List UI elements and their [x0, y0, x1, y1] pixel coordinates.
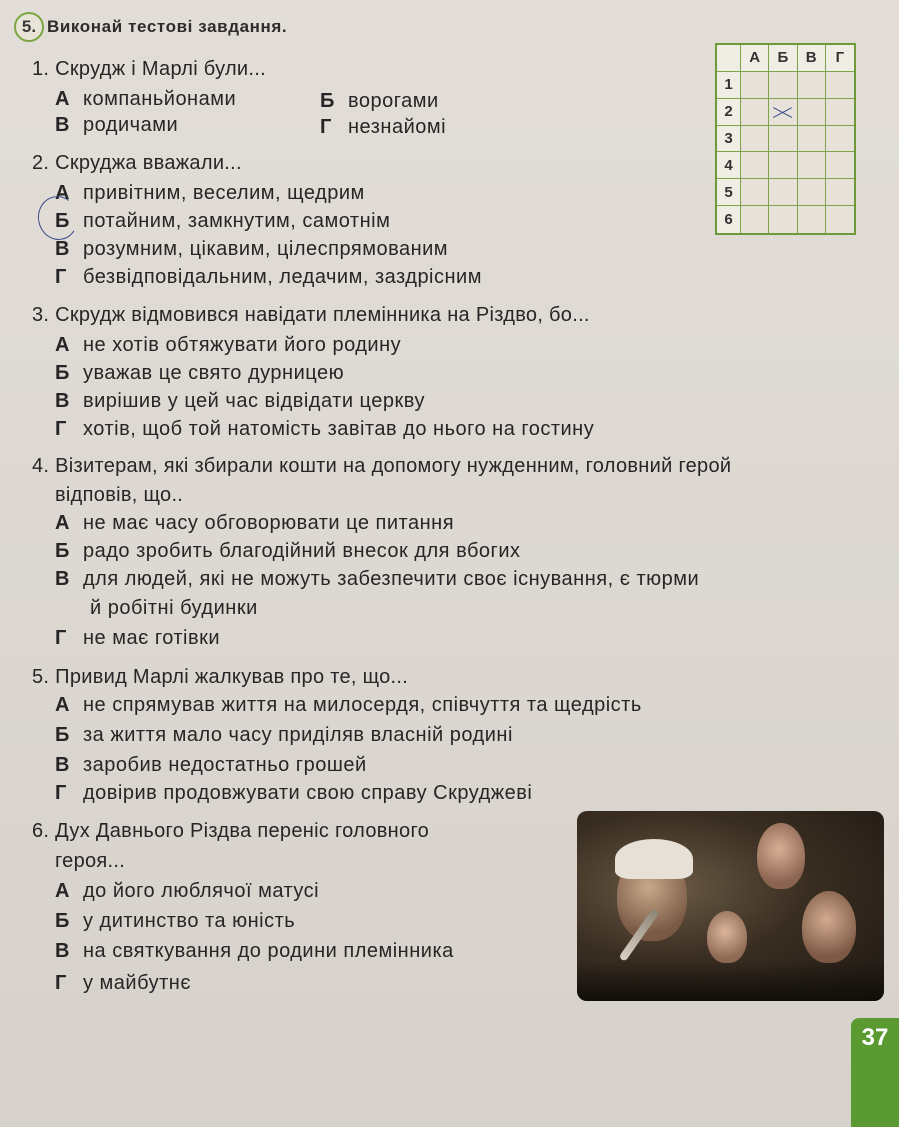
option-5b[interactable] — [55, 724, 513, 747]
option-letter: Б — [55, 724, 70, 746]
grid-cell[interactable] — [798, 72, 826, 99]
question-1 — [32, 58, 266, 81]
option-text: не хотів обтяжувати його родину — [83, 334, 402, 356]
question-number: 5. — [32, 666, 50, 688]
option-letter: Г — [55, 418, 67, 440]
option-letter: Б — [55, 362, 70, 384]
grid-cell[interactable] — [741, 179, 769, 206]
option-4b[interactable] — [55, 540, 521, 563]
option-4d[interactable] — [55, 627, 220, 650]
grid-row-header: 6 — [717, 206, 741, 233]
grid-cell[interactable] — [741, 152, 769, 179]
option-2b[interactable] — [55, 210, 390, 233]
option-3c[interactable] — [55, 390, 425, 413]
option-text: безвідповідальним, ледачим, заздрісним — [83, 266, 482, 288]
option-text: заробив недостатньо грошей — [83, 754, 367, 776]
grid-row-header: 5 — [717, 179, 741, 206]
option-text: радо зробить благодійний внесок для вбогих — [83, 540, 521, 562]
grid-cell[interactable] — [798, 206, 826, 233]
question-text: Скрудж відмовився навідати племінника на Різдво, бо... — [55, 304, 590, 326]
question-text: Привид Марлі жалкував про те, що... — [55, 666, 409, 688]
white-hair — [615, 839, 693, 879]
option-text: для людей, які не можуть забезпечити своє існування, є тюрми — [83, 568, 700, 590]
task-title: Виконай тестові завдання. — [47, 17, 288, 36]
grid-cell[interactable] — [826, 179, 854, 206]
option-text: не має готівки — [83, 627, 221, 649]
grid-cell[interactable] — [741, 206, 769, 233]
grid-col-header: В — [798, 45, 826, 72]
option-letter: А — [55, 182, 70, 204]
grid-cell[interactable] — [798, 179, 826, 206]
option-4a[interactable] — [55, 512, 454, 535]
grid-row-header: 2 — [717, 99, 741, 126]
face-young-man — [757, 823, 805, 889]
option-1d[interactable] — [320, 116, 446, 139]
option-text: на святкування до родини племінника — [83, 940, 454, 962]
grid-cell[interactable] — [826, 72, 854, 99]
grid-cell-marked[interactable] — [769, 99, 797, 126]
option-letter: А — [55, 512, 70, 534]
option-letter: В — [55, 940, 70, 962]
grid-cell[interactable] — [769, 206, 797, 233]
option-1b[interactable] — [320, 90, 439, 113]
option-5a[interactable] — [55, 694, 642, 717]
question-text-continued: героя... — [55, 850, 126, 872]
option-text: довірив продовжувати свою справу Скруджеві — [83, 782, 533, 804]
grid-cell[interactable] — [826, 99, 854, 126]
option-letter: А — [55, 334, 70, 356]
option-5c[interactable] — [55, 754, 367, 777]
option-letter: Б — [55, 210, 70, 232]
option-text: ворогами — [348, 90, 439, 112]
question-text: Візитерам, які збирали кошти на допомогу нужденним, головний герой — [55, 455, 732, 477]
option-letter: А — [55, 694, 70, 716]
grid-cell[interactable] — [826, 206, 854, 233]
option-6b[interactable] — [55, 910, 295, 933]
question-5 — [32, 666, 408, 689]
option-5d[interactable] — [55, 782, 532, 805]
option-text: до його люблячої матусі — [83, 880, 320, 902]
option-text: родичами — [83, 114, 179, 136]
option-letter: Г — [55, 627, 67, 649]
option-text: уважав це свято дурницею — [83, 362, 345, 384]
question-text-continued: відповів, що.. — [55, 484, 184, 506]
grid-row-header: 4 — [717, 152, 741, 179]
option-text: компаньйонами — [83, 88, 237, 110]
option-letter: Г — [320, 116, 332, 138]
option-2c[interactable] — [55, 238, 448, 261]
question-number: 3. — [32, 304, 50, 326]
task-header — [14, 12, 287, 42]
question-6 — [32, 820, 429, 843]
option-1c[interactable] — [55, 114, 178, 137]
question-4 — [32, 455, 731, 478]
option-6a[interactable] — [55, 880, 319, 903]
option-3a[interactable] — [55, 334, 401, 357]
page-number: 37 — [851, 1018, 899, 1127]
option-text: вирішив у цей час відвідати церкву — [83, 390, 425, 412]
dark-shadow — [577, 961, 884, 1001]
option-6d[interactable] — [55, 972, 191, 995]
option-2d[interactable] — [55, 266, 482, 289]
option-text: незнайомі — [348, 116, 447, 138]
option-3d[interactable] — [55, 418, 594, 441]
question-text: Скрудж і Марлі були... — [55, 58, 266, 80]
option-letter: Г — [55, 972, 67, 994]
option-text: потайним, замкнутим, самотнім — [83, 210, 391, 232]
option-letter: В — [55, 754, 70, 776]
option-letter: В — [55, 238, 70, 260]
face-man — [802, 891, 856, 963]
face-boy — [707, 911, 747, 963]
grid-cell[interactable] — [741, 99, 769, 126]
option-letter: В — [55, 390, 70, 412]
grid-cell[interactable] — [798, 152, 826, 179]
question-text: Скруджа вважали... — [55, 152, 242, 174]
option-6c[interactable] — [55, 940, 454, 963]
grid-row-header: 3 — [717, 126, 741, 153]
grid-col-header: Г — [826, 45, 854, 72]
option-letter: А — [55, 88, 70, 110]
grid-cell[interactable] — [741, 72, 769, 99]
option-text: не має часу обговорювати це питання — [83, 512, 455, 534]
option-text: не спрямував життя на милосердя, співчуття та щедрість — [83, 694, 642, 716]
illustration-photo — [577, 811, 884, 1001]
option-letter: А — [55, 880, 70, 902]
option-letter: В — [55, 568, 70, 590]
option-text: за життя мало часу приділяв власній родині — [83, 724, 513, 746]
grid-cell[interactable] — [741, 126, 769, 153]
option-letter: Б — [55, 910, 70, 932]
grid-cell[interactable] — [798, 126, 826, 153]
option-text: у дитинство та юність — [83, 910, 296, 932]
answer-grid — [715, 43, 856, 235]
question-number: 4. — [32, 455, 50, 477]
question-3 — [32, 304, 590, 327]
grid-cell[interactable] — [798, 99, 826, 126]
question-2 — [32, 152, 242, 175]
grid-corner — [717, 45, 741, 72]
grid-cell[interactable] — [769, 72, 797, 99]
question-number: 6. — [32, 820, 50, 842]
option-letter: Г — [55, 782, 67, 804]
task-number: 5. — [14, 12, 44, 42]
option-text: розумним, цікавим, цілеспрямованим — [83, 238, 449, 260]
option-text: у майбутнє — [83, 972, 192, 994]
option-text: привітним, веселим, щедрим — [83, 182, 365, 204]
question-text: Дух Давнього Різдва переніс головного — [55, 820, 430, 842]
grid-cell[interactable] — [769, 179, 797, 206]
option-letter: Б — [55, 540, 70, 562]
grid-cell[interactable] — [769, 152, 797, 179]
grid-cell[interactable] — [769, 126, 797, 153]
option-2a[interactable] — [55, 182, 365, 205]
grid-col-header: Б — [769, 45, 797, 72]
question-number: 2. — [32, 152, 50, 174]
option-letter: В — [55, 114, 70, 136]
grid-cell[interactable] — [826, 152, 854, 179]
option-4c[interactable] — [55, 568, 699, 591]
grid-col-header: А — [741, 45, 769, 72]
grid-row-header: 1 — [717, 72, 741, 99]
option-text-continued: й робітні будинки — [90, 597, 258, 619]
option-letter: Б — [320, 90, 335, 112]
option-text: хотів, щоб той натомість завітав до нього на гостину — [83, 418, 595, 440]
question-number: 1. — [32, 58, 50, 80]
grid-cell[interactable] — [826, 126, 854, 153]
option-1a[interactable] — [55, 88, 236, 111]
option-3b[interactable] — [55, 362, 344, 385]
option-letter: Г — [55, 266, 67, 288]
